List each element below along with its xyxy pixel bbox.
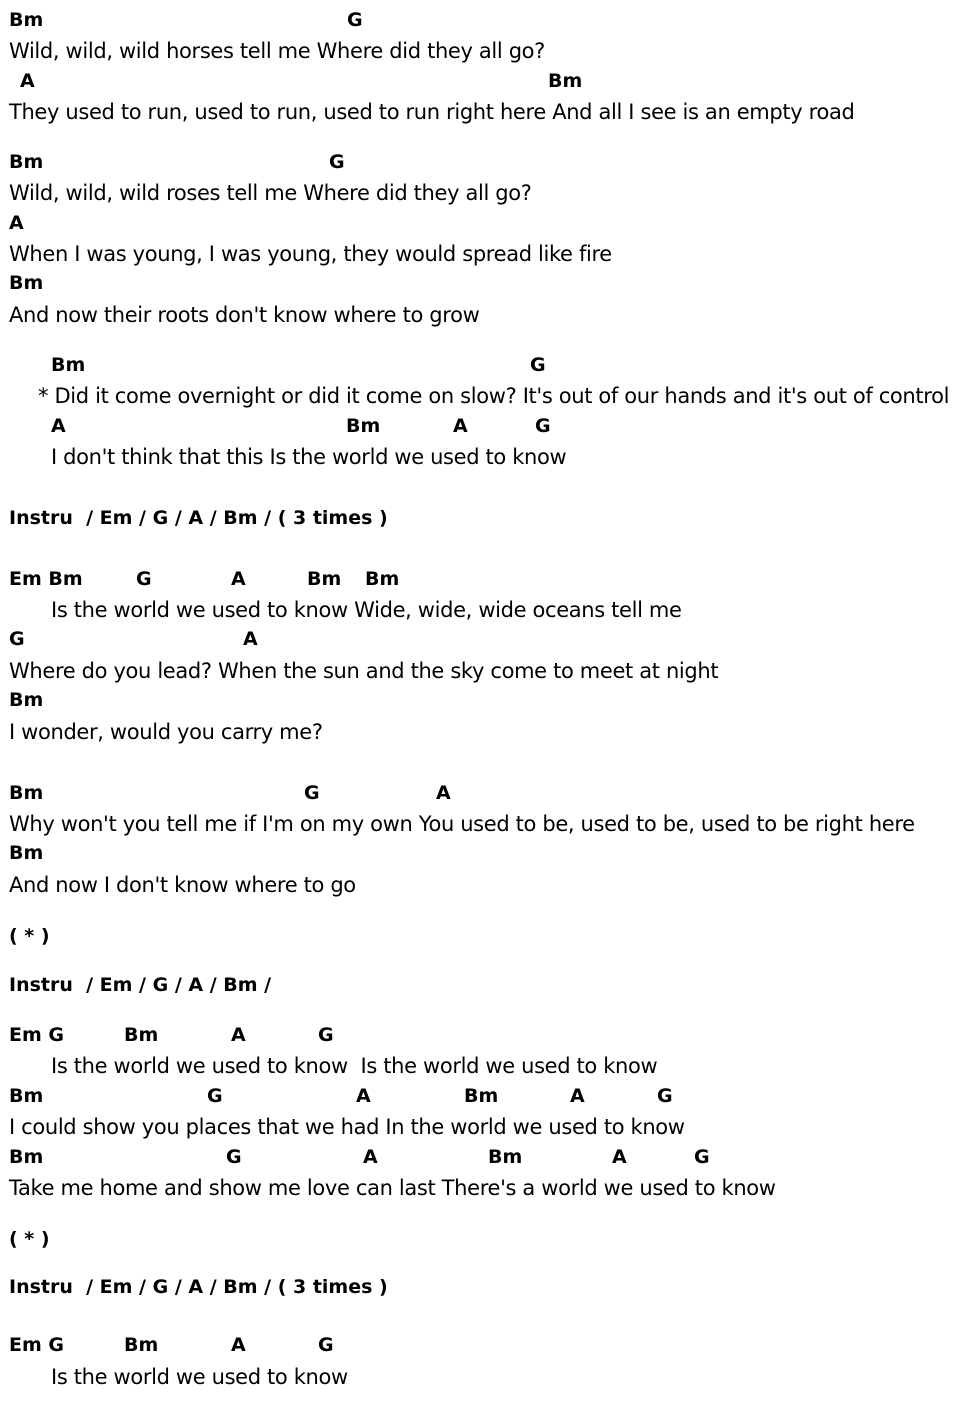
chord: G xyxy=(657,1085,673,1107)
lyric-line xyxy=(0,178,963,208)
instrumental-line xyxy=(0,504,963,534)
chord-line xyxy=(0,6,963,36)
chord-line xyxy=(0,1082,963,1112)
chord-line xyxy=(0,839,963,869)
chord: A xyxy=(231,1024,246,1046)
chord: Em Bm xyxy=(9,568,83,590)
chord-line xyxy=(0,1021,963,1051)
chord: A xyxy=(51,415,66,437)
chord: G xyxy=(318,1334,334,1356)
chord: G xyxy=(226,1146,242,1168)
lyric-line xyxy=(0,656,963,686)
chord-line xyxy=(0,269,963,299)
chord-line xyxy=(0,412,963,442)
chord: G xyxy=(136,568,152,590)
chord-line xyxy=(0,351,963,381)
chord: G xyxy=(9,628,25,650)
chord: A xyxy=(453,415,468,437)
lyric-line xyxy=(0,381,963,411)
chord: A xyxy=(231,568,246,590)
lyric-line xyxy=(0,870,963,900)
chord: A xyxy=(570,1085,585,1107)
chord: Bm xyxy=(464,1085,499,1107)
lyric: Is the world we used to know xyxy=(51,1365,348,1389)
chord: Bm xyxy=(9,9,44,31)
chord-line xyxy=(0,779,963,809)
chord: A xyxy=(243,628,258,650)
lyric: When I was young, I was young, they would spread like fire xyxy=(9,242,612,266)
chord: A xyxy=(612,1146,627,1168)
lyric: I could show you places that we had In the world we used to know xyxy=(9,1115,685,1139)
chord: Bm xyxy=(9,842,44,864)
chord: A xyxy=(9,212,24,234)
chord: Bm xyxy=(124,1024,159,1046)
chord: G xyxy=(535,415,551,437)
lyric-line xyxy=(0,97,963,127)
chord: Bm xyxy=(307,568,342,590)
chord: Bm xyxy=(9,272,44,294)
lyric-line xyxy=(0,595,963,625)
instrumental-line xyxy=(0,971,963,1001)
instrumental-line xyxy=(0,1273,963,1303)
chord: A xyxy=(356,1085,371,1107)
lyric: Is the world we used to know Is the world we used to know xyxy=(51,1054,658,1078)
chord: A xyxy=(363,1146,378,1168)
chord-line xyxy=(0,686,963,716)
lyric-line xyxy=(0,239,963,269)
lyric-line xyxy=(0,717,963,747)
chord-line xyxy=(0,148,963,178)
chord-line xyxy=(0,1331,963,1361)
chord-line xyxy=(0,565,963,595)
lyric: Is the world we used to know Wide, wide, wide oceans tell me xyxy=(51,598,682,622)
lyric-line xyxy=(0,809,963,839)
lyric: And now I don't know where to go xyxy=(9,873,356,897)
chord: G xyxy=(304,782,320,804)
lyric-line xyxy=(0,442,963,472)
chord: Bm xyxy=(9,1146,44,1168)
chord: G xyxy=(329,151,345,173)
chord: Bm xyxy=(346,415,381,437)
lyric: I wonder, would you carry me? xyxy=(9,720,323,744)
refrain-marker-line xyxy=(0,1225,963,1255)
lyric: * Did it come overnight or did it come on slow? It's out of our hands and it's out of control xyxy=(38,384,950,408)
lyric: Take me home and show me love can last There's a world we used to know xyxy=(9,1176,776,1200)
instrumental: Instru / Em / G / A / Bm / ( 3 times ) xyxy=(9,507,388,529)
lyric: And now their roots don't know where to grow xyxy=(9,303,480,327)
chord: Bm xyxy=(488,1146,523,1168)
chord: G xyxy=(694,1146,710,1168)
chord: G xyxy=(318,1024,334,1046)
lyric: They used to run, used to run, used to run right here And all I see is an empty road xyxy=(9,100,855,124)
lyric: Where do you lead? When the sun and the sky come to meet at night xyxy=(9,659,719,683)
lyric-line xyxy=(0,1362,963,1392)
lyric: I don't think that this Is the world we used to know xyxy=(51,445,567,469)
chord: Bm xyxy=(124,1334,159,1356)
chord: Em G xyxy=(9,1024,64,1046)
lyric-line xyxy=(0,36,963,66)
chord-line xyxy=(0,1143,963,1173)
chord: Bm xyxy=(548,70,583,92)
chord-line xyxy=(0,67,963,97)
refrain-marker-line xyxy=(0,922,963,952)
refrain-marker: ( * ) xyxy=(9,1228,50,1250)
chord: G xyxy=(347,9,363,31)
chord: Bm xyxy=(51,354,86,376)
chord: A xyxy=(436,782,451,804)
chord-line xyxy=(0,625,963,655)
chord: Bm xyxy=(9,1085,44,1107)
chord-line xyxy=(0,209,963,239)
chord: Bm xyxy=(365,568,400,590)
lyric-line xyxy=(0,1173,963,1203)
lyric: Wild, wild, wild horses tell me Where did they all go? xyxy=(9,39,545,63)
chord: Em G xyxy=(9,1334,64,1356)
instrumental: Instru / Em / G / A / Bm / ( 3 times ) xyxy=(9,1276,388,1298)
chord: G xyxy=(530,354,546,376)
lyric: Why won't you tell me if I'm on my own You used to be, used to be, used to be right here xyxy=(9,812,915,836)
chord: G xyxy=(207,1085,223,1107)
chord: Bm xyxy=(9,151,44,173)
chord: Bm xyxy=(9,689,44,711)
chord: A xyxy=(231,1334,246,1356)
lyric-line xyxy=(0,1112,963,1142)
refrain-marker: ( * ) xyxy=(9,925,50,947)
lyric-line xyxy=(0,300,963,330)
chord: A xyxy=(20,70,35,92)
instrumental: Instru / Em / G / A / Bm / xyxy=(9,974,272,996)
lyric-line xyxy=(0,1051,963,1081)
lyric: Wild, wild, wild roses tell me Where did they all go? xyxy=(9,181,532,205)
chord: Bm xyxy=(9,782,44,804)
